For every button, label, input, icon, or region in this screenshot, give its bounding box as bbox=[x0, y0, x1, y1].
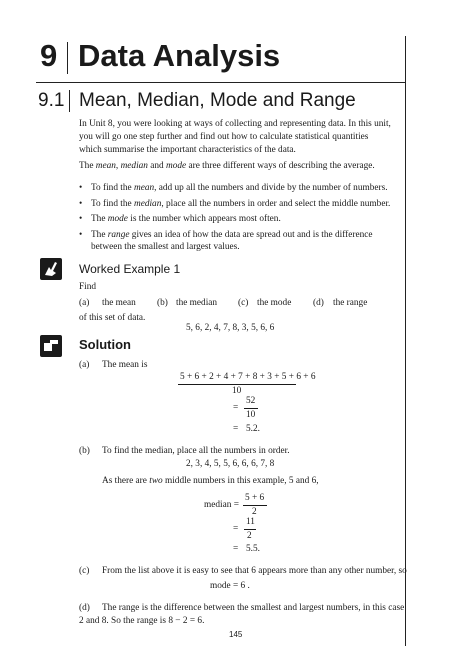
mean-numerator: 5 + 6 + 2 + 4 + 7 + 8 + 3 + 5 + 6 + 6 bbox=[180, 372, 316, 382]
page-number: 145 bbox=[229, 630, 243, 639]
header-rule bbox=[36, 82, 406, 83]
definition-list bbox=[79, 182, 391, 257]
equals-sign: = bbox=[233, 524, 239, 534]
intro-paragraph: In Unit 8, you were looking at ways of collecting and representing data. In this unit, you will go one step further and find out how to calculate statistical quantities which summarise the important characteristics of the data. bbox=[79, 119, 391, 155]
part-d-text2: 2 and 8. So the range is 8 − 2 = 6. bbox=[79, 616, 205, 626]
part-c-text: From the list above it is easy to see that 6 appears more than any other number, so bbox=[102, 566, 407, 576]
find-label: Find bbox=[79, 282, 97, 292]
text: , bbox=[115, 161, 121, 171]
median-denominator: 2 bbox=[252, 507, 257, 517]
margin-rule bbox=[405, 36, 406, 646]
of-this-set: of this set of data. bbox=[79, 313, 146, 323]
worked-example-title: Worked Example 1 bbox=[79, 262, 181, 276]
part-a-letter: (a) bbox=[79, 360, 90, 370]
section-separator bbox=[69, 90, 70, 112]
option-a-text: the mean bbox=[102, 298, 136, 308]
ordered-data: 2, 3, 4, 5, 5, 6, 6, 6, 7, 8 bbox=[186, 459, 275, 469]
median-numerator: 5 + 6 bbox=[245, 493, 265, 503]
fraction-bar bbox=[243, 505, 267, 506]
mean-result: 5.2. bbox=[246, 424, 260, 434]
option-c-letter: (c) bbox=[238, 298, 249, 308]
part-b-intro: To find the median, place all the numbers in order. bbox=[102, 446, 290, 456]
option-b-text: the median bbox=[176, 298, 218, 308]
bullet-range: • The range gives an idea of how the data are spread out and is the difference between the smallest and largest values. bbox=[79, 229, 391, 254]
median-fraction-denominator: 2 bbox=[247, 531, 252, 541]
equals-sign: = bbox=[233, 403, 239, 413]
equals-sign: = bbox=[233, 544, 239, 554]
mean-fraction-denominator: 10 bbox=[246, 410, 256, 420]
unit-separator bbox=[67, 42, 68, 74]
mean-fraction-numerator: 52 bbox=[246, 396, 256, 406]
median-result: 5.5. bbox=[246, 544, 260, 554]
mean-denominator: 10 bbox=[232, 386, 242, 396]
unit-number: 9 bbox=[40, 38, 58, 73]
mode-result: mode = 6 . bbox=[210, 581, 250, 591]
median-fraction-numerator: 11 bbox=[246, 517, 255, 527]
intro-averages bbox=[79, 160, 391, 173]
option-a-letter: (a) bbox=[79, 298, 90, 308]
solution-icon bbox=[40, 335, 62, 357]
bullet-mean: • To find the mean, add up all the numbers and divide by the number of numbers. bbox=[79, 182, 391, 195]
two-middle-note: As there are two middle numbers in this example, 5 and 6, bbox=[102, 476, 319, 486]
term-mean: mean bbox=[95, 161, 116, 171]
option-c-text: the mode bbox=[257, 298, 292, 308]
option-d-letter: (d) bbox=[313, 298, 324, 308]
part-d-text: The range is the difference between the smallest and largest numbers, in this case bbox=[102, 603, 405, 613]
text: are three different ways of describing the average. bbox=[186, 161, 375, 171]
text: and bbox=[147, 161, 167, 171]
option-d-text: the range bbox=[333, 298, 368, 308]
solution-title: Solution bbox=[79, 337, 131, 352]
term-median: median bbox=[120, 161, 148, 171]
term-mode: mode bbox=[166, 161, 187, 171]
text: The bbox=[79, 161, 96, 171]
fraction-bar bbox=[244, 408, 258, 409]
bullet-median: • To find the median, place all the numbers in order and select the middle number. bbox=[79, 198, 391, 211]
data-set: 5, 6, 2, 4, 7, 8, 3, 5, 6, 6 bbox=[186, 323, 275, 333]
section-title: Mean, Median, Mode and Range bbox=[79, 90, 356, 111]
option-b-letter: (b) bbox=[157, 298, 168, 308]
equals-sign: = bbox=[233, 424, 239, 434]
part-a-intro: The mean is bbox=[102, 360, 148, 370]
fraction-bar bbox=[178, 384, 296, 385]
worked-example-icon bbox=[40, 258, 62, 280]
bullet-mode: • The mode is the number which appears most often. bbox=[79, 213, 391, 226]
median-label: median = bbox=[204, 500, 239, 510]
section-number: 9.1 bbox=[38, 90, 65, 111]
part-c-letter: (c) bbox=[79, 566, 90, 576]
unit-title: Data Analysis bbox=[78, 38, 281, 73]
fraction-bar bbox=[244, 529, 256, 530]
part-d-letter: (d) bbox=[79, 603, 90, 613]
part-b-letter: (b) bbox=[79, 446, 90, 456]
